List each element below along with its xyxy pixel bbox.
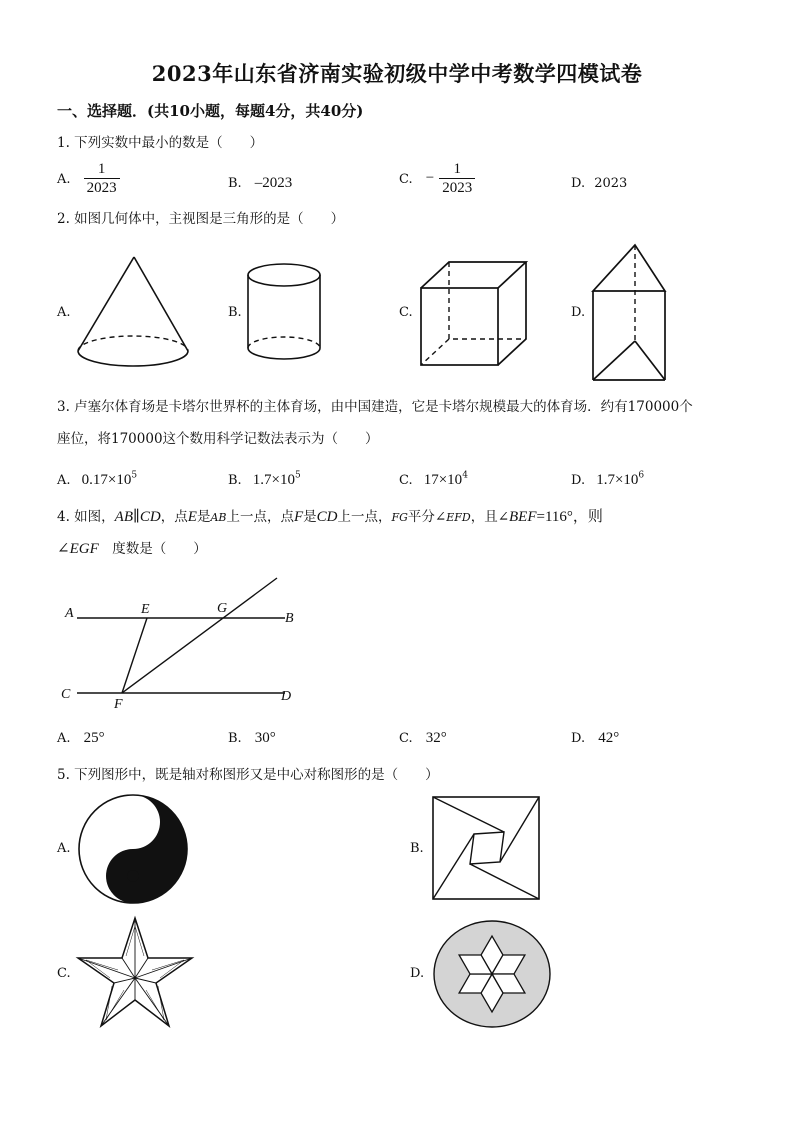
point-label-c: C: [61, 687, 71, 702]
square-pinwheel-figure: [432, 796, 542, 902]
question-1-stem: 1. 下列实数中最小的数是（ ）: [57, 135, 264, 151]
point-label-f: F: [114, 697, 123, 712]
q1-option-a: [57, 160, 120, 197]
triangular-prism-figure: [590, 243, 670, 383]
q4-option-c: C. 32°: [399, 730, 447, 746]
cylinder-figure: [246, 262, 326, 367]
q4-option-a: A. 25°: [57, 730, 105, 746]
q3-option-d: D. $1.7\times 10^6$: [571, 470, 645, 488]
q4-option-d: D. 42°: [571, 730, 620, 746]
point-label-d: D: [281, 689, 292, 704]
q3-option-c: C. $17\times 10^4$: [399, 470, 468, 488]
page-title: 2023年山东省济南实验初级中学中考数学四模试卷: [151, 61, 643, 86]
q5-option-c-label: C.: [57, 966, 71, 981]
q1-option-d: D. 2023: [571, 176, 628, 191]
q5-option-d-label: D.: [410, 966, 425, 981]
cone-figure: [75, 255, 195, 370]
question-3-stem-line2: 座位，将170000这个数用科学记数法表示为（ ）: [57, 431, 379, 447]
parallel-lines-figure: [57, 570, 307, 720]
q5-option-a-label: A.: [57, 841, 71, 856]
question-3-stem-line1: 3. 卢塞尔体育场是卡塔尔世界杯的主体育场，由中国建造，它是卡塔尔规模最大的体育场．约有170000个: [57, 399, 693, 415]
question-2-stem: 2. 如图几何体中，主视图是三角形的是（ ）: [57, 211, 345, 227]
q2-option-b-label: B.: [228, 305, 242, 320]
q2-option-a-label: A.: [57, 305, 71, 320]
point-label-g: G: [217, 601, 228, 616]
question-5-stem: 5. 下列图形中，既是轴对称图形又是中心对称图形的是（ ）: [57, 767, 439, 783]
point-label-a: A: [65, 606, 74, 621]
q3-option-a: A. $0.17\times 10^5$: [57, 470, 138, 488]
q1-option-b: B. –2023: [228, 175, 293, 191]
option-label: A.: [57, 172, 71, 187]
question-4-stem-line2: ∠EGF 度数是（ ）: [57, 541, 207, 557]
q2-option-d-label: D.: [571, 305, 586, 320]
q2-option-c-label: C.: [399, 305, 413, 320]
q4-option-b: B. 30°: [228, 730, 276, 746]
fraction: $\frac{1}{2023}$: [84, 160, 120, 197]
five-pointed-star-figure: [76, 916, 194, 1031]
point-label-b: B: [285, 611, 294, 626]
q3-option-b: B. $1.7\times 10^5$: [228, 470, 301, 488]
question-4-stem-line1: 4. 如图，AB∥CD，点E是AB上一点，点F是CD上一点，FG平分∠EFD，且∠BEF=116°，则: [57, 509, 603, 525]
q1-option-c: C. − $\frac{1}{2023}$: [399, 160, 475, 197]
q5-option-b-label: B.: [410, 841, 424, 856]
six-rhombus-flower-figure: [433, 920, 553, 1030]
point-label-e: E: [141, 602, 150, 617]
section-heading: 一、选择题．(共10小题，每题4分，共40分): [57, 102, 364, 120]
yin-yang-figure: [78, 794, 190, 906]
cube-figure: [419, 260, 531, 370]
fraction: $\frac{1}{2023}$: [439, 160, 475, 197]
